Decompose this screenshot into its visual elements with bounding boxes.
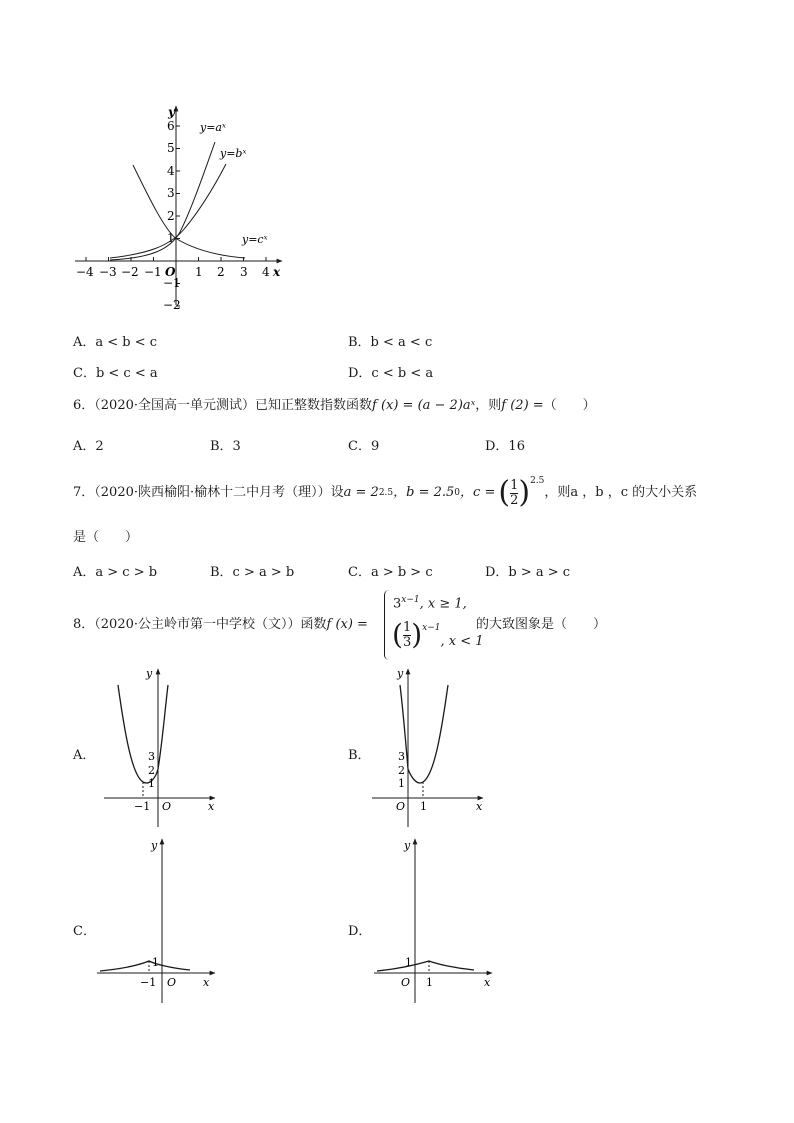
q7-stem-line2: 是（ ） xyxy=(73,530,139,545)
q6-option-c[interactable]: C．9 xyxy=(348,439,380,454)
x-tick-label: −2 xyxy=(121,265,139,279)
y-tick-label: 1 xyxy=(167,231,175,245)
q8-func: f (x) = xyxy=(326,617,368,632)
x-tick-label: 2 xyxy=(217,265,225,279)
graph-d-curve xyxy=(377,961,474,971)
case2-exponent: x−1 xyxy=(422,623,441,633)
curve-c-label: y=cˣ xyxy=(242,233,268,246)
x-tick-label: −4 xyxy=(76,265,94,279)
q5-figure xyxy=(70,100,295,315)
q8-prefix-text: 8．（2020·公主岭市第一中学校（文））函数 xyxy=(73,617,327,632)
y-tick-label: 3 xyxy=(398,750,405,763)
right-paren: ) xyxy=(411,618,423,651)
x-axis-label: x xyxy=(476,800,483,813)
y-tick-label: 3 xyxy=(148,750,155,763)
origin-label: O xyxy=(401,976,411,989)
q8-option-c[interactable]: C． xyxy=(73,924,96,939)
q5-option-c[interactable]: C．b < c < a xyxy=(73,366,158,381)
y-axis-label: y xyxy=(168,105,175,119)
x-tick-label: −3 xyxy=(99,265,117,279)
fraction-denominator: 2 xyxy=(510,492,519,508)
q7-option-b[interactable]: B．c > a > b xyxy=(210,565,295,580)
origin-label: O xyxy=(396,800,406,813)
y-tick-label: 6 xyxy=(167,119,175,133)
fraction-numerator: 1 xyxy=(510,477,519,493)
q8-suffix: 的大致图象是（ ） xyxy=(476,617,607,632)
y-tick-label: 1 xyxy=(405,956,412,969)
q7-c-exp: 2.5 xyxy=(530,476,545,486)
q7-b-exp: 0 xyxy=(454,488,461,498)
q6-mid: ，则 xyxy=(475,398,502,413)
q7-option-a[interactable]: A．a > c > b xyxy=(73,565,158,580)
graph-c-curve xyxy=(100,961,190,971)
q7-a-exp: 2.5 xyxy=(378,488,394,498)
q7-c-expr: ，c = xyxy=(460,485,496,500)
q5-option-d[interactable]: D．c < b < a xyxy=(348,366,434,381)
q8-option-d[interactable]: D． xyxy=(348,924,372,939)
q6-suffix: （ ） xyxy=(543,398,596,413)
x-tick-label: 4 xyxy=(262,265,270,279)
case1-condition: , x ≥ 1, xyxy=(419,596,467,612)
x-axis-label: x xyxy=(484,976,491,989)
x-tick-label: −1 xyxy=(144,265,162,279)
case1-base: 3 xyxy=(393,596,402,612)
x-tick-label: 3 xyxy=(240,265,248,279)
origin-label: O xyxy=(167,976,177,989)
q7-a-expr: a = 2 xyxy=(343,485,379,500)
y-axis-label: y xyxy=(397,667,404,680)
origin-label: O xyxy=(165,265,176,279)
q6-stem xyxy=(73,398,596,414)
y-tick-label: 2 xyxy=(148,764,155,777)
case2-condition: , x < 1 xyxy=(440,634,484,649)
q6-option-b[interactable]: B．3 xyxy=(210,439,241,454)
x-axis-label: x xyxy=(208,800,215,813)
x-tick-label: 1 xyxy=(420,800,427,813)
x-tick-label: 1 xyxy=(195,265,203,279)
q6-option-a[interactable]: A．2 xyxy=(73,439,104,454)
q5-option-a[interactable]: A．a < b < c xyxy=(73,335,158,350)
q6-func: f (x) = (a − 2)aˣ xyxy=(372,398,476,413)
curve-a-label: y=aˣ xyxy=(200,121,226,134)
y-tick-label: 1 xyxy=(148,777,155,790)
y-tick-label: −2 xyxy=(163,298,181,312)
q8-case2 xyxy=(392,620,484,650)
graph-a-curve xyxy=(118,685,168,783)
right-paren: ) xyxy=(518,475,531,510)
q6-prefix: 6．（2020·全国高一单元测试）已知正整数指数函数 xyxy=(73,398,372,413)
q6-option-d[interactable]: D．16 xyxy=(485,439,525,454)
y-tick-label: 1 xyxy=(398,777,405,790)
y-tick-label: −1 xyxy=(163,276,181,290)
q7-stem xyxy=(73,473,697,513)
q8-graph-b xyxy=(370,665,495,830)
q8-graph-d xyxy=(372,835,502,1005)
fraction-denominator: 3 xyxy=(402,634,412,650)
q8-graph-a xyxy=(100,665,225,830)
piecewise-brace xyxy=(384,590,389,660)
y-axis-label: y xyxy=(146,667,153,680)
q8-graph-c xyxy=(95,835,225,1005)
origin-label: O xyxy=(162,800,172,813)
y-tick-label: 4 xyxy=(167,164,175,178)
q8-option-b[interactable]: B． xyxy=(348,748,371,763)
graph-b-curve xyxy=(400,685,448,783)
y-tick-label: 3 xyxy=(167,186,175,200)
x-tick-label: 1 xyxy=(426,976,433,989)
q7-option-d[interactable]: D．b > a > c xyxy=(485,565,571,580)
x-axis-label: x xyxy=(273,265,281,279)
left-paren: ( xyxy=(498,475,511,510)
curve-b-label: y=bˣ xyxy=(220,147,247,160)
fraction-numerator: 1 xyxy=(402,619,412,635)
q5-option-b[interactable]: B．b < a < c xyxy=(348,335,433,350)
q7-c-fraction xyxy=(510,479,518,508)
curve-a-power-x xyxy=(110,142,215,260)
y-tick-label: 2 xyxy=(398,764,405,777)
x-tick-label: −1 xyxy=(134,800,151,813)
q7-option-c[interactable]: C．a > b > c xyxy=(348,565,433,580)
y-tick-label: 1 xyxy=(152,956,159,969)
left-paren: ( xyxy=(392,618,403,651)
q7-suffix: ，则a ，b ，c 的大小关系 xyxy=(544,485,698,500)
q8-case1 xyxy=(393,592,467,612)
y-tick-label: 2 xyxy=(167,209,175,223)
q8-prefix xyxy=(73,617,368,633)
x-axis-label: x xyxy=(203,976,210,989)
q6-ask: f (2) = xyxy=(501,398,544,413)
y-axis-label: y xyxy=(404,839,411,852)
q7-prefix: 7．（2020·陕西榆阳·榆林十二中月考（理））设 xyxy=(73,485,344,500)
y-tick-label: 5 xyxy=(167,141,175,155)
y-axis-label: y xyxy=(151,839,158,852)
q8-option-a[interactable]: A． xyxy=(73,748,96,763)
case1-exponent: x−1 xyxy=(401,595,420,605)
q7-b-expr: ，b = 2.5 xyxy=(393,485,455,500)
x-tick-label: −1 xyxy=(140,976,157,989)
case2-fraction xyxy=(403,621,411,650)
